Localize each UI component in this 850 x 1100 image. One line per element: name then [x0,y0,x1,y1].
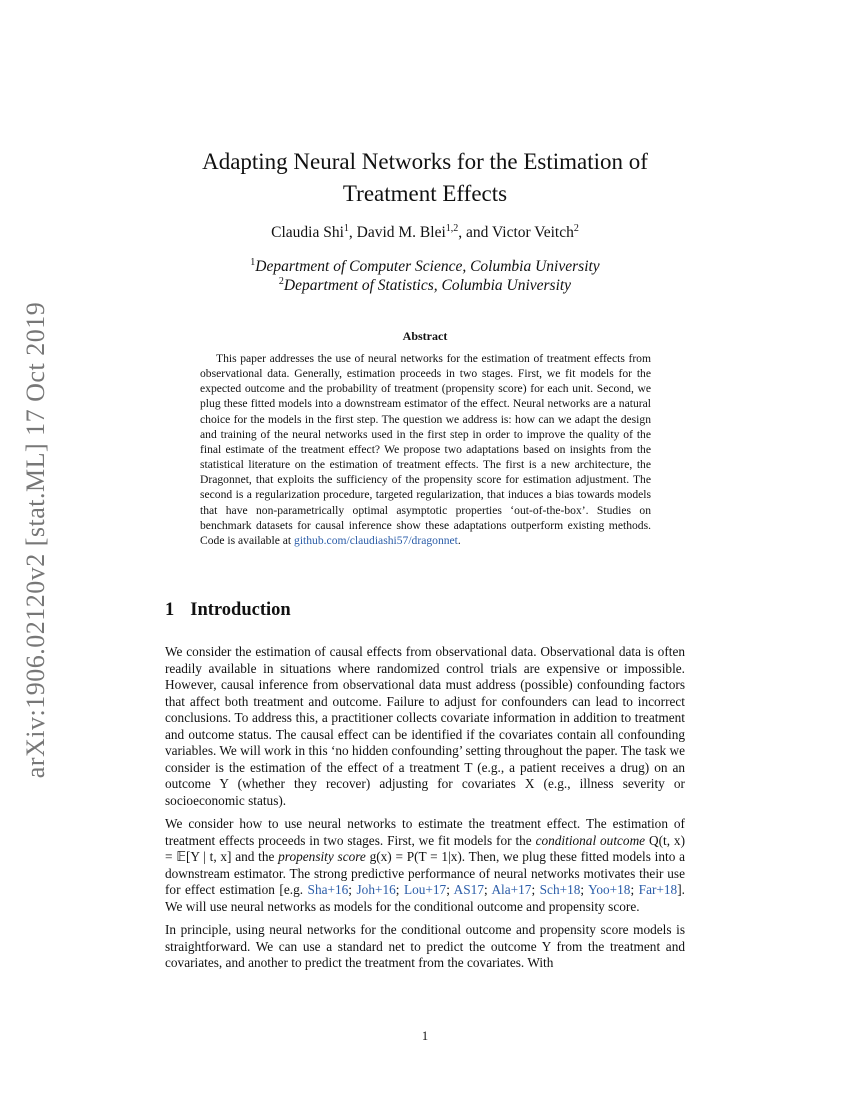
section-heading [165,600,291,621]
citation-link[interactable]: AS17 [453,882,484,897]
paper-title [150,146,700,210]
author-separator: , and [458,224,492,241]
p2-text: g(x) = P(T = 1|x). Then, we plug these fitted models into a downstream estimator. The strong predictive performance of neural networks motivates their use for effect estimation [e.g. [165,849,685,897]
p2-text: Q(t, x) = 𝔼[Y | t, x] and the [165,832,685,864]
affiliation-text: Department of Computer Science, Columbia University [255,258,600,275]
citation-link[interactable]: Yoo+18 [588,882,631,897]
paragraph-2: We consider how to use neural networks to estimate the treatment effect. The estimation of treatment effects proceeds in two stages. First, we fit models for the conditional outcome Q(t, x) = 𝔼[Y | t, x] and the propensity score g(x) = P(T = 1|x). Then, we plug these fitted models into a downstream estimator. The strong predictive performance of neural networks motivates their use for effect estimation [e.g. Sha+16; Joh+16; Lou+17; AS17; Ala+17; Sch+18; Yoo+18; Far+18]. We will use neural networks as models for the conditional outcome and propensity score. [165,816,685,914]
author-name: Claudia Shi [271,224,344,241]
author-name: Victor Veitch [492,224,574,241]
citation-link[interactable]: Far+18 [638,882,678,897]
author-affil-mark: 1 [343,222,349,234]
author-separator: , [348,224,357,241]
citation-link[interactable]: Ala+17 [491,882,532,897]
page-number: 1 [421,1029,429,1043]
affiliation-line [150,276,700,295]
paragraph-1: We consider the estimation of causal effects from observational data. Observational data is often readily available in situations where randomized control trials are expensive or impossible. However, causal inference from observational data must address (possible) confounding factors that affect both treatment and outcome. Failure to adjust for confounders can lead to incorrect conclusions. To address this, a practitioner collects covariate information in addition to treatment and outcome status. The causal effect can be identified if the covariates contain all confounding variables. We will work in this ‘no hidden confounding’ setting throughout the paper. The task we consider is the estimation of the effect of a treatment T (e.g., a patient receives a drug) on an outcome Y (whether they recover) adjusting for covariates X (e.g., illness severity or socioeconomic status). [165,644,685,808]
author-affil-mark: 1,2 [445,222,459,234]
section-title: Introduction [190,600,291,620]
p2-text: ]. We will use neural networks as models for the conditional outcome and propensity score. [165,882,685,914]
abstract-text: This paper addresses the use of neural networks for the estimation of treatment effects from observational data. Generally, estimation proceeds in two stages. First, we fit models for the expected outcome and the probability of treatment (propensity score) for each unit. Second, we plug these fitted models into a downstream estimator of the effect. Neural networks are a natural choice for the models in the first step. The question we address is: how can we adapt the design and training of the neural networks used in the first step in order to improve the quality of the final estimate of the treatment effect? We propose two adaptations based on insights from the statistical literature on the estimation of treatment effects. The first is a new architecture, the Dragonnet, that exploits the sufficiency of the propensity score for estimation adjustment. The second is a regularization procedure, targeted regularization, that induces a bias towards models that have non-parametrically optimal asymptotic properties ‘out-of-the-box’. Studies on benchmark datasets for causal inference show these adaptations outperform existing methods. Code is available at [200,352,651,547]
affiliations [150,257,700,295]
affiliation-line [150,257,700,276]
p2-emphasis: propensity score [278,849,366,864]
paragraph-3: In principle, using neural networks for the conditional outcome and propensity score models is straightforward. We can use a standard net to predict the outcome Y from the treatment and covariates, and another to predict the treatment from the covariates. With [165,922,685,970]
arxiv-identifier: arXiv:1906.02120v2 [stat.ML] 17 Oct 2019 [21,301,50,779]
citation-link[interactable]: Sch+18 [539,882,581,897]
code-link[interactable]: github.com/claudiashi57/dragonnet [294,533,458,547]
abstract-body [200,351,651,548]
affil-mark: 2 [278,275,284,287]
affiliation-text: Department of Statistics, Columbia University [283,277,572,294]
section-number: 1 [165,600,175,620]
citation-link[interactable]: Lou+17 [403,882,447,897]
affil-mark: 1 [250,256,256,268]
author-affil-mark: 2 [573,222,579,234]
section-body [165,644,685,979]
title-line-1: Adapting Neural Networks for the Estimation of [202,149,648,174]
abstract-heading: Abstract [402,329,448,343]
title-line-2: Treatment Effects [342,181,508,206]
p2-emphasis: conditional outcome [535,832,646,848]
author-name: David M. Blei [356,224,446,241]
abstract-end: . [457,533,461,547]
citation-link[interactable]: Sha+16 [307,882,349,897]
citation-link[interactable]: Joh+16 [356,882,396,897]
p2-text: We consider how to use neural networks to estimate the treatment effect. The estimation of treatment effects proceeds in two stages. First, we fit models for the [165,816,685,848]
author-list [150,224,700,242]
